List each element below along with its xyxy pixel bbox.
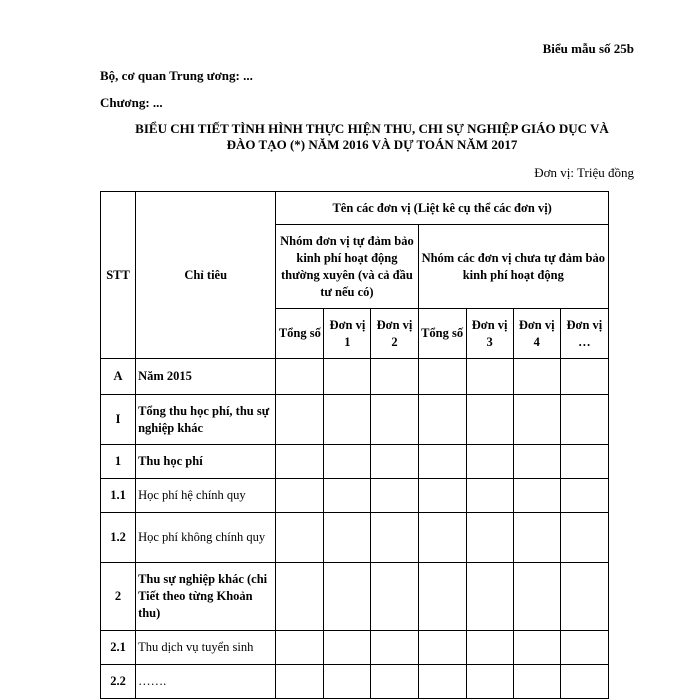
row-stt: 2.2 xyxy=(101,665,136,699)
header-stt: STT xyxy=(101,192,136,359)
value-cell[interactable] xyxy=(418,631,466,665)
value-cell[interactable] xyxy=(324,665,371,699)
table-row xyxy=(101,665,609,699)
value-cell[interactable] xyxy=(560,563,608,631)
value-cell[interactable] xyxy=(371,479,418,513)
value-cell[interactable] xyxy=(560,359,608,395)
value-cell[interactable] xyxy=(466,445,513,479)
value-cell[interactable] xyxy=(513,445,560,479)
value-cell[interactable] xyxy=(560,445,608,479)
value-cell[interactable] xyxy=(513,513,560,563)
value-cell[interactable] xyxy=(276,513,324,563)
chapter-line: Chương: ... xyxy=(100,95,163,110)
value-cell[interactable] xyxy=(371,665,418,699)
table-row xyxy=(101,631,609,665)
row-indicator: Thu dịch vụ tuyển sinh xyxy=(136,631,276,665)
header-group-self-funded: Nhóm đơn vị tự đảm bảo kinh phí hoạt động thường xuyên (và cả đầu tư nếu có) xyxy=(276,225,418,309)
row-indicator: ……. xyxy=(136,665,276,699)
value-cell[interactable] xyxy=(418,395,466,445)
value-cell[interactable] xyxy=(371,359,418,395)
row-indicator: Thu sự nghiệp khác (chi Tiết theo từng Khoản thu) xyxy=(136,563,276,631)
report-title-line-1: BIỂU CHI TIẾT TÌNH HÌNH THỰC HIỆN THU, CHI SỰ NGHIỆP GIÁO DỤC VÀ xyxy=(135,121,609,136)
value-cell[interactable] xyxy=(276,359,324,395)
value-cell[interactable] xyxy=(466,395,513,445)
value-cell[interactable] xyxy=(466,479,513,513)
value-cell[interactable] xyxy=(324,563,371,631)
value-cell[interactable] xyxy=(276,445,324,479)
value-cell[interactable] xyxy=(324,513,371,563)
value-cell[interactable] xyxy=(513,563,560,631)
value-cell[interactable] xyxy=(513,479,560,513)
agency-line: Bộ, cơ quan Trung ương: ... xyxy=(100,68,253,83)
header-group-not-self-funded: Nhóm các đơn vị chưa tự đảm bảo kinh phí hoạt động xyxy=(418,225,608,309)
value-cell[interactable] xyxy=(513,665,560,699)
table-row xyxy=(101,445,609,479)
value-cell[interactable] xyxy=(513,631,560,665)
report-table xyxy=(100,191,609,699)
row-stt: 1.2 xyxy=(101,513,136,563)
value-cell[interactable] xyxy=(276,563,324,631)
value-cell[interactable] xyxy=(560,513,608,563)
table-row xyxy=(101,513,609,563)
value-cell[interactable] xyxy=(560,665,608,699)
form-number: Biểu mẫu số 25b xyxy=(542,41,634,56)
value-cell[interactable] xyxy=(324,631,371,665)
header-subcol: Đơn vị 2 xyxy=(371,309,418,359)
header-subcol: Tổng số xyxy=(418,309,466,359)
value-cell[interactable] xyxy=(276,395,324,445)
value-cell[interactable] xyxy=(560,631,608,665)
table-row xyxy=(101,359,609,395)
row-stt: A xyxy=(101,359,136,395)
header-subcol: Đơn vị 3 xyxy=(466,309,513,359)
row-indicator: Thu học phí xyxy=(136,445,276,479)
table-row xyxy=(101,479,609,513)
value-cell[interactable] xyxy=(276,631,324,665)
unit-label: Đơn vị: Triệu đồng xyxy=(534,165,634,180)
row-indicator: Tổng thu học phí, thu sự nghiệp khác xyxy=(136,395,276,445)
row-indicator: Năm 2015 xyxy=(136,359,276,395)
value-cell[interactable] xyxy=(513,359,560,395)
value-cell[interactable] xyxy=(466,563,513,631)
value-cell[interactable] xyxy=(371,513,418,563)
value-cell[interactable] xyxy=(560,479,608,513)
value-cell[interactable] xyxy=(418,665,466,699)
value-cell[interactable] xyxy=(324,359,371,395)
value-cell[interactable] xyxy=(466,513,513,563)
value-cell[interactable] xyxy=(324,445,371,479)
table-row xyxy=(101,395,609,445)
value-cell[interactable] xyxy=(371,445,418,479)
value-cell[interactable] xyxy=(560,395,608,445)
value-cell[interactable] xyxy=(418,445,466,479)
value-cell[interactable] xyxy=(371,631,418,665)
value-cell[interactable] xyxy=(371,563,418,631)
value-cell[interactable] xyxy=(418,563,466,631)
row-stt: 1.1 xyxy=(101,479,136,513)
value-cell[interactable] xyxy=(418,359,466,395)
value-cell[interactable] xyxy=(418,479,466,513)
value-cell[interactable] xyxy=(276,479,324,513)
value-cell[interactable] xyxy=(466,631,513,665)
value-cell[interactable] xyxy=(276,665,324,699)
value-cell[interactable] xyxy=(371,395,418,445)
value-cell[interactable] xyxy=(466,665,513,699)
value-cell[interactable] xyxy=(466,359,513,395)
header-subcol: Tổng số xyxy=(276,309,324,359)
value-cell[interactable] xyxy=(324,479,371,513)
report-title-line-2: ĐÀO TẠO (*) NĂM 2016 VÀ DỰ TOÁN NĂM 2017 xyxy=(226,137,518,152)
row-stt: 2.1 xyxy=(101,631,136,665)
value-cell[interactable] xyxy=(513,395,560,445)
row-indicator: Học phí không chính quy xyxy=(136,513,276,563)
header-units-group: Tên các đơn vị (Liệt kê cụ thể các đơn vị) xyxy=(276,192,609,225)
header-subcol: Đơn vị 4 xyxy=(513,309,560,359)
header-indicator: Chỉ tiêu xyxy=(136,192,276,359)
row-stt: I xyxy=(101,395,136,445)
value-cell[interactable] xyxy=(324,395,371,445)
row-stt: 1 xyxy=(101,445,136,479)
report-title xyxy=(92,121,652,153)
table-row xyxy=(101,563,609,631)
header-subcol: Đơn vị 1 xyxy=(324,309,371,359)
row-stt: 2 xyxy=(101,563,136,631)
value-cell[interactable] xyxy=(418,513,466,563)
header-subcol: Đơn vị … xyxy=(560,309,608,359)
row-indicator: Học phí hệ chính quy xyxy=(136,479,276,513)
